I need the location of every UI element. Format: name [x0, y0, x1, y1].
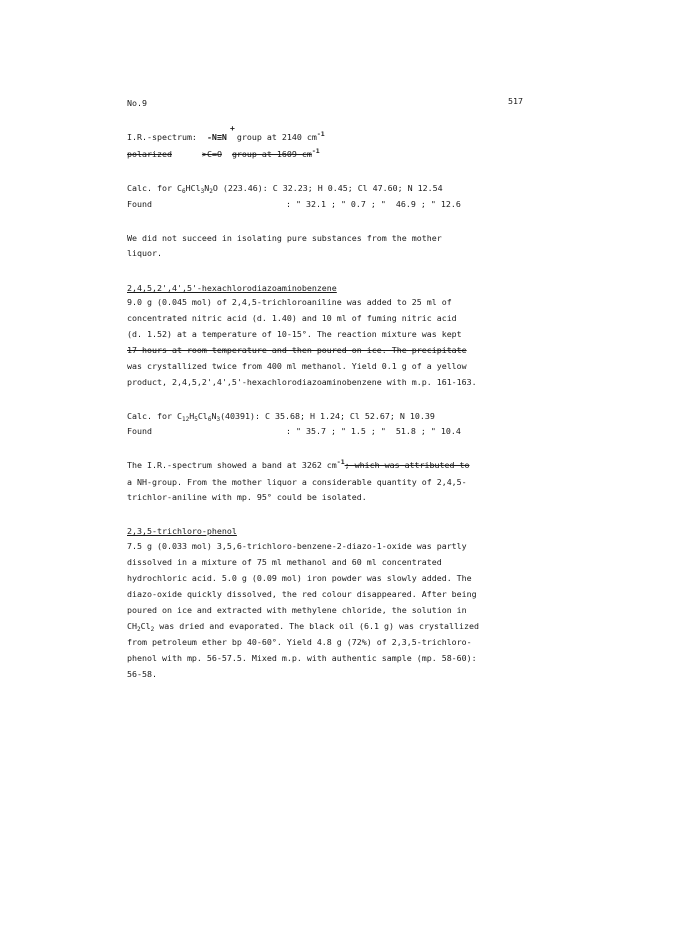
found-line-1	[127, 197, 567, 211]
formula-part: HCl	[185, 183, 201, 193]
section-title-hexachloro: 2,4,5,2',4',5'-hexachlorodiazoaminobenzene	[127, 283, 337, 293]
ir-result-line-3: trichlor-aniline with mp. 95° could be isolated.	[127, 492, 367, 502]
ir-sup-1: -1	[316, 130, 325, 138]
paragraph-text: 7.5 g (0.033 mol) 3,5,6-trichloro-benzene-2-diazo-1-oxide was partly	[127, 541, 467, 551]
paragraph-line	[127, 539, 567, 553]
formula-part: CH	[127, 621, 137, 631]
ir-text-1: group at 2140 cm	[236, 132, 317, 142]
note-line-2: liquor.	[127, 248, 162, 258]
ir-plus-sign: +	[230, 124, 235, 133]
formula-sub: 2	[137, 626, 141, 633]
paragraph-line: concentrated nitric acid (d. 1.40) and 10 ml of fuming nitric acid	[127, 313, 457, 323]
formula-sub: 6	[207, 416, 212, 423]
formula-sub: 3	[216, 416, 221, 423]
paragraph-line: product, 2,4,5,2',4',5'-hexachlorodiazoaminobenzene with m.p. 161-163.	[127, 377, 477, 387]
ir-line-1	[127, 130, 567, 144]
calc-prefix: Calc. for C	[127, 183, 182, 193]
paragraph-line: hydrochloric acid. 5.0 g (0.09 mol) iron powder was slowly added. The	[127, 573, 472, 583]
formula-sub: 2	[150, 626, 155, 633]
page-number: 517	[508, 96, 523, 106]
paragraph-line: diazo-oxide quickly dissolved, the red colour disappeared. After being	[127, 589, 477, 599]
formula-sub: 5	[194, 416, 198, 423]
ir-result-text: The I.R.-spectrum showed a band at 3262 cm	[127, 460, 337, 470]
found-label: Found	[127, 426, 152, 436]
formula-part: H	[189, 411, 195, 421]
formula-part: N	[204, 183, 210, 193]
ir-label: I.R.-spectrum:	[127, 132, 197, 142]
calc-values: (223.46): C 32.23; H 0.45; Cl 47.60; N 12.54	[217, 183, 443, 193]
journal-issue: No.9	[127, 98, 147, 108]
formula-part: Cl	[197, 411, 208, 421]
calc-line-2	[127, 409, 567, 423]
section-title-trichlorophenol: 2,3,5-trichloro-phenol	[127, 526, 237, 536]
formula-sub: 12	[181, 416, 190, 423]
ir-result-sup: -1	[336, 458, 345, 466]
found-line-2	[127, 424, 567, 438]
ir-polarized-label: polarized	[127, 149, 172, 159]
formula-part: O	[212, 183, 218, 193]
paragraph-line: poured on ice and extracted with methylene chloride, the solution in	[127, 605, 467, 615]
formula-part: Cl	[140, 621, 151, 631]
paragraph-line: 56-58.	[127, 669, 157, 679]
calc-line-1	[127, 181, 567, 195]
paragraph-line: dissolved in a mixture of 75 ml methanol and 60 ml concentrated	[127, 557, 442, 567]
paragraph-line: (d. 1.52) at a temperature of 10-15°. The reaction mixture was kept	[127, 329, 462, 339]
ir-text-2: group at 1609 cm	[231, 149, 312, 159]
found-values: : " 32.1 ; " 0.7 ; " 46.9 ; " 12.6	[286, 199, 461, 209]
formula-sub: 2	[209, 188, 213, 195]
paragraph-line: 17 hours at room temperature and then poured on ice. The precipitate	[127, 345, 467, 355]
calc-prefix: Calc. for C	[127, 411, 182, 421]
found-label: Found	[127, 199, 152, 209]
paragraph-text: was dried and evaporated. The black oil (6.1 g) was crystallized	[154, 621, 479, 631]
formula-part: N	[211, 411, 217, 421]
ir-result-text: ; which was attributed to	[344, 460, 470, 470]
paragraph-line: phenol with mp. 56-57.5. Mixed m.p. with authentic sample (mp. 58-60):	[127, 653, 477, 663]
ir-group-carbonyl: >C=O	[201, 149, 222, 159]
formula-sub: 6	[181, 188, 186, 195]
calc-values: (40391): C 35.68; H 1.24; Cl 52.67; N 10.39	[220, 411, 435, 421]
ir-line-2	[127, 147, 567, 161]
ir-group-diazonium: -N≡N	[206, 132, 227, 142]
note-line-1: We did not succeed in isolating pure substances from the mother	[127, 233, 442, 243]
ir-result-line-1	[127, 458, 567, 472]
ir-sup-2: -1	[311, 147, 320, 155]
ir-result-line-2: a NH-group. From the mother liquor a considerable quantity of 2,4,5-	[127, 477, 467, 487]
paragraph-line: 9.0 g (0.045 mol) of 2,4,5-trichloroaniline was added to 25 ml of	[127, 297, 452, 307]
paragraph-line	[127, 619, 567, 633]
formula-sub: 3	[200, 188, 205, 195]
paragraph-line: was crystallized twice from 400 ml methanol. Yield 0.1 g of a yellow	[127, 361, 467, 371]
paragraph-line: from petroleum ether bp 40-60°. Yield 4.8 g (72%) of 2,3,5-trichloro-	[127, 637, 472, 647]
found-values: : " 35.7 ; " 1.5 ; " 51.8 ; " 10.4	[286, 426, 461, 436]
